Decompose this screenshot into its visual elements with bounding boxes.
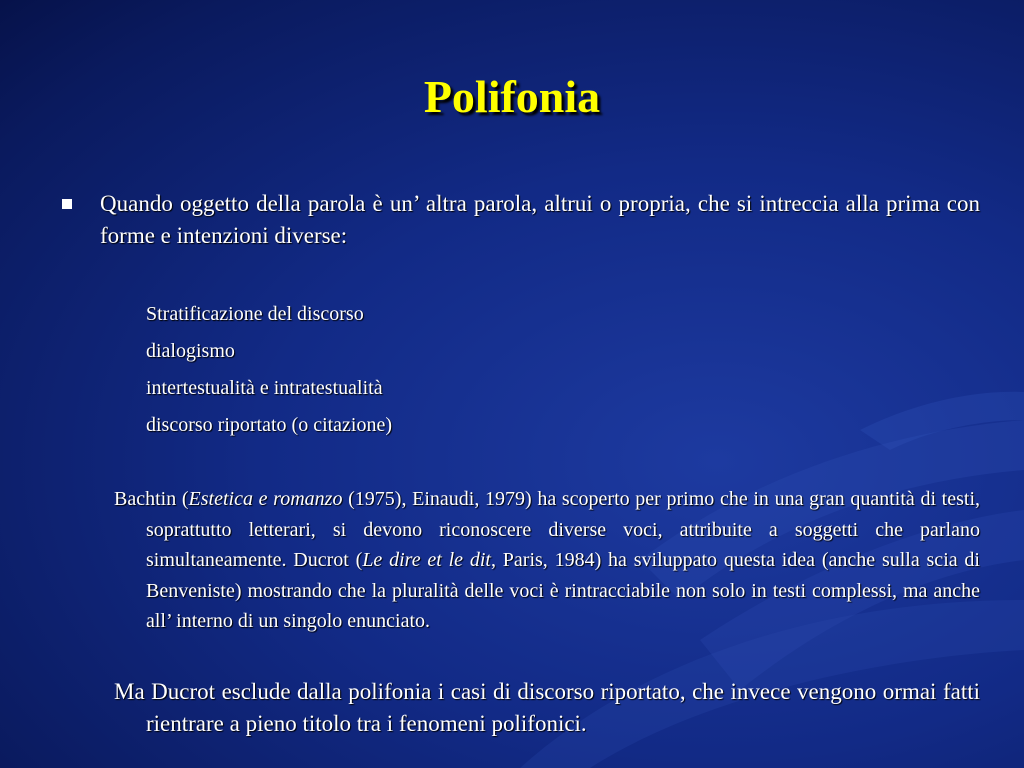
book-title-italic: Estetica e romanzo xyxy=(188,488,343,510)
book-title-italic: Le dire et le dit xyxy=(362,549,491,571)
paragraph-text: (1975), Einaudi, 1979) ha scoperto per primo che in una gran quantità di testi, soprattutto letterari, si devono riconoscere diverse voci, attribuite a soggetti che parlano simultaneamente. Ducrot ( xyxy=(146,488,981,571)
sublist-item: Stratificazione del discorso xyxy=(146,303,364,325)
paragraph-text: Ma Ducrot esclude dalla polifonia i casi di discorso riportato, che invece vengono ormai fatti rientrare a pieno titolo tra i fenomeni polifonici. xyxy=(114,679,980,736)
sublist xyxy=(146,296,746,444)
slide-title: Polifonia xyxy=(423,71,601,122)
sublist-item: intertestualità e intratestualità xyxy=(146,377,383,399)
sublist-item: discorso riportato (o citazione) xyxy=(146,414,393,436)
paragraph-text: Bachtin ( xyxy=(114,488,189,510)
bullet-text: Quando oggetto della parola è un’ altra parola, altrui o propria, che si intreccia alla prima con forme e intenzioni diverse: xyxy=(100,191,980,248)
square-bullet-icon xyxy=(62,199,72,209)
paragraph-bachtin xyxy=(114,484,980,637)
paragraph-ducrot xyxy=(114,676,980,740)
bullet-item xyxy=(62,188,980,252)
sublist-item: dialogismo xyxy=(146,340,235,362)
paragraph-text: , Paris, 1984) ha sviluppato questa idea (anche sulla scia di Benveniste) mostrando che la pluralità delle voci è rintracciabile non solo in testi complessi, ma anche all’ interno di un singolo enunciato. xyxy=(146,549,980,632)
